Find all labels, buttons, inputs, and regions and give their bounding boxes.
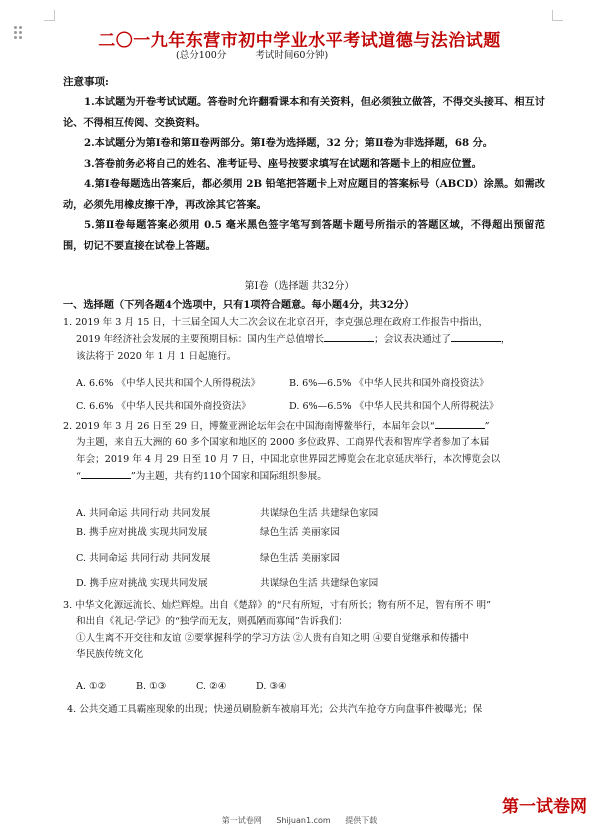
- note-item: 4.第Ⅰ卷每题选出答案后，都必须用 2B 铅笔把答题卡上对应题目的答案标号（ABCD）涂黑。如需改动，必须先用橡皮擦干净，再改涂其它答案。: [63, 178, 545, 211]
- footer-provide: 提供下载: [345, 816, 378, 825]
- note-item: 2.本试题分为第Ⅰ卷和第Ⅱ卷两部分。第Ⅰ卷为选择题，32 分；第Ⅱ卷为非选择题，68 分。: [84, 137, 493, 149]
- section-heading: 一、选择题（下列各题4个选项中，只有1项符合题意。每小题4分，共32分）: [63, 299, 415, 311]
- q1-line: 2019 年经济社会发展的主要预期目标：国内生产总值增长 ；会议表决通过了 ，: [63, 331, 547, 348]
- exam-time: 考试时间60分钟): [255, 50, 329, 61]
- answer-blank[interactable]: [324, 331, 374, 342]
- q2-line: 2. 2019 年 3 月 26 日至 29 日，博鳌亚洲论坛年会在中国海南博鳌举行，本届年会以“ ”: [63, 421, 490, 432]
- question-4: [67, 702, 551, 718]
- answer-blank[interactable]: [81, 468, 131, 479]
- footer-site: 第一试卷网: [221, 816, 262, 825]
- q3-option-b[interactable]: B. ①③: [136, 681, 167, 692]
- q2-option-b[interactable]: B. 携手应对挑战 实现共同发展: [76, 527, 208, 538]
- question-1: [63, 315, 547, 365]
- page-corner-mark: [44, 10, 55, 21]
- notes-heading: 注意事项:: [63, 76, 109, 88]
- q3-option-a[interactable]: A. ①②: [76, 681, 107, 692]
- q1-option-c[interactable]: C. 6.6% 《中华人民共和国外商投资法》: [76, 401, 251, 412]
- total-score: (总分100分: [176, 50, 227, 61]
- q1-option-d[interactable]: D. 6%—6.5% 《中华人民共和国个人所得税法》: [289, 401, 499, 412]
- note-item: 3.答卷前务必将自己的姓名、准考证号、座号按要求填写在试题和答题卡上的相应位置。: [84, 158, 482, 170]
- q2-option-d[interactable]: D. 携手应对挑战 实现共同发展: [76, 578, 208, 589]
- q3-line: 华民族传统文化: [76, 649, 144, 661]
- page-title: 二〇一九年东营市初中学业水平考试道德与法治试题: [98, 31, 501, 51]
- page-corner-mark: [552, 10, 563, 21]
- q2-option-a-text: 共谋绿色生活 共建绿色家园: [260, 508, 379, 519]
- q1-option-b[interactable]: B. 6%—6.5% 《中华人民共和国外商投资法》: [289, 378, 489, 389]
- q2-line: “ ”为主题，共有约110个国家和国际组织参展。: [63, 468, 547, 485]
- exam-info: [176, 47, 354, 61]
- q2-line: 为主题，来自五大洲的 60 多个国家和地区的 2000 多位政界、工商界代表和智库学者参加了本届: [76, 437, 490, 449]
- q4-line: 4. 公共交通工具霸座现象的出现；快递员刷脸新车被扇耳光；公共汽车抢夺方向盘事件被曝光；保: [67, 704, 483, 715]
- site-watermark: 第一试卷网: [502, 797, 587, 817]
- answer-blank[interactable]: [435, 418, 485, 429]
- q3-line: 和出自《礼记·学记》的“独学而无友，则孤陋而寡闻”告诉我们：: [76, 616, 348, 628]
- q3-line: ①人生离不开交往和友谊 ②要掌握科学的学习方法 ②人贵有自知之明 ④要自觉继承和传播中: [76, 632, 469, 644]
- q1-option-a[interactable]: A. 6.6% 《中华人民共和国个人所得税法》: [76, 378, 261, 389]
- q2-line: 年会；2019 年 4 月 29 日至 10 月 7 日，中国北京世界园艺博览会在北京延庆举行，本次博览会以: [76, 453, 501, 465]
- note-item: 1.本试题为开卷考试试题。答卷时允许翻看课本和有关资料，但必须独立做答，不得交头接耳、相互讨论、不得相互传阅、交换资料。: [63, 96, 545, 129]
- q3-option-c[interactable]: C. ②④: [196, 681, 227, 692]
- q1-line: 1. 2019 年 3 月 15 日，十三届全国人大二次会议在北京召开，李克强总理在政府工作报告中指出，: [63, 317, 489, 328]
- note-item: 5.第Ⅱ卷每题答案必须用 0.5 毫米黑色签字笔写到答题卡题号所指示的答题区域，不得超出预留范围，切记不要直接在试卷上答题。: [63, 219, 545, 252]
- q2-option-c-text: 绿色生活 美丽家园: [260, 553, 340, 564]
- question-2: [63, 418, 547, 486]
- q2-option-b-text: 绿色生活 美丽家园: [260, 527, 340, 538]
- q3-line: 3. 中华文化源远流长、灿烂辉煌。出自《楚辞》的“尺有所短，寸有所长；物有所不足，智有所不 明”: [63, 600, 491, 611]
- q2-option-d-text: 共谋绿色生活 共建绿色家园: [260, 578, 379, 589]
- q1-line: 该法将于 2020 年 1 月 1 日起施行。: [76, 350, 237, 362]
- page-footer: [0, 815, 599, 826]
- q2-option-c[interactable]: C. 共同命运 共同行动 共同发展: [76, 553, 211, 564]
- footer-url[interactable]: Shijuan1.com: [276, 816, 331, 825]
- q2-option-a[interactable]: A. 共同命运 共同行动 共同发展: [76, 508, 211, 519]
- part-title: 第Ⅰ卷（选择题 共32分）: [244, 281, 355, 292]
- question-3: [63, 598, 547, 664]
- answer-blank[interactable]: [451, 331, 501, 342]
- q3-option-d[interactable]: D. ③④: [256, 681, 287, 692]
